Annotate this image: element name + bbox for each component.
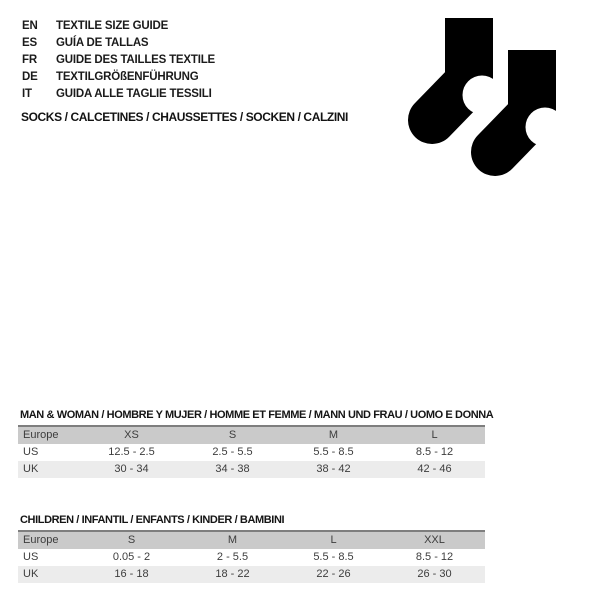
column-header: Europe	[23, 429, 59, 441]
language-label: GUÍA DE TALLAS	[56, 37, 149, 49]
column-header: Europe	[23, 534, 59, 546]
language-row	[22, 69, 215, 86]
column-header: XS	[124, 429, 139, 441]
table-title-adult: MAN & WOMAN / HOMBRE Y MUJER / HOMME ET FEMME / MANN UND FRAU / UOMO E DONNA	[20, 409, 494, 421]
size-value-cell: 34 - 38	[215, 463, 250, 475]
language-label: TEXTILE SIZE GUIDE	[56, 20, 169, 32]
size-value-cell: 42 - 46	[417, 463, 452, 475]
language-label: TEXTILGRÖßENFÜHRUNG	[56, 71, 199, 83]
language-row	[22, 86, 215, 103]
language-code: DE	[22, 71, 38, 83]
product-category-line: SOCKS / CALCETINES / CHAUSSETTES / SOCKEN / CALZINI	[21, 110, 348, 124]
size-value-cell: 12.5 - 2.5	[108, 446, 155, 458]
language-label: GUIDA ALLE TAGLIE TESSILI	[56, 88, 212, 100]
region-label: US	[23, 446, 39, 458]
size-value-cell: 5.5 - 8.5	[313, 551, 354, 563]
table-title-children: CHILDREN / INFANTIL / ENFANTS / KINDER / BAMBINI	[20, 514, 285, 526]
column-header: S	[228, 429, 237, 441]
table-row	[18, 566, 485, 583]
region-label: UK	[23, 568, 39, 580]
size-value-cell: 18 - 22	[215, 568, 250, 580]
language-code: IT	[22, 88, 32, 100]
size-value-cell: 8.5 - 12	[415, 446, 454, 458]
size-table-adult	[18, 425, 485, 478]
language-row	[22, 35, 215, 52]
column-header: XXL	[424, 534, 445, 546]
table-header-row	[18, 426, 485, 444]
size-value-cell: 2 - 5.5	[216, 551, 249, 563]
column-header: M	[227, 534, 238, 546]
size-value-cell: 5.5 - 8.5	[313, 446, 354, 458]
size-value-cell: 0.05 - 2	[112, 551, 151, 563]
table-row	[18, 444, 485, 461]
size-value-cell: 22 - 26	[316, 568, 351, 580]
size-value-cell: 8.5 - 12	[415, 551, 454, 563]
socks-icon	[405, 8, 575, 178]
language-row	[22, 52, 215, 69]
region-label: UK	[23, 463, 39, 475]
size-value-cell: 38 - 42	[316, 463, 351, 475]
table-header-row	[18, 531, 485, 549]
column-header: S	[127, 534, 136, 546]
column-header: L	[330, 534, 337, 546]
language-code: FR	[22, 54, 37, 66]
table-row	[18, 461, 485, 478]
region-label: US	[23, 551, 39, 563]
size-value-cell: 26 - 30	[417, 568, 452, 580]
language-code: ES	[22, 37, 37, 49]
size-value-cell: 30 - 34	[114, 463, 149, 475]
size-value-cell: 16 - 18	[114, 568, 149, 580]
language-row	[22, 18, 215, 35]
size-value-cell: 2.5 - 5.5	[212, 446, 253, 458]
language-code: EN	[22, 20, 38, 32]
table-row	[18, 549, 485, 566]
language-label: GUIDE DES TAILLES TEXTILE	[56, 54, 215, 66]
column-header: L	[431, 429, 438, 441]
size-table-children	[18, 530, 485, 583]
column-header: M	[328, 429, 339, 441]
language-list	[22, 18, 215, 103]
